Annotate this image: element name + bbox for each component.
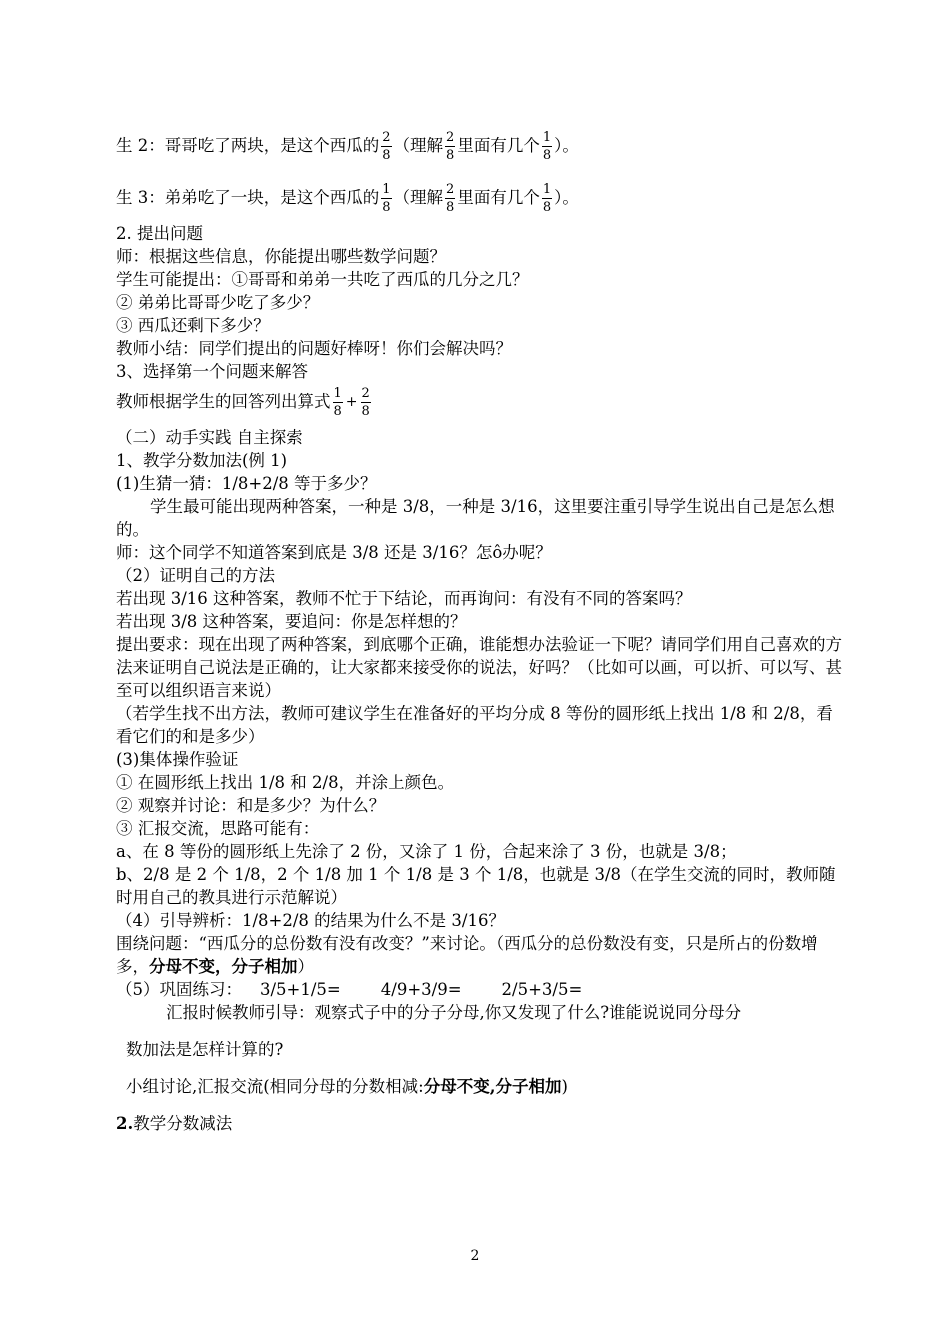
section-heading: (3)集体操作验证: [116, 750, 239, 769]
fraction-1-8: $\frac{1}{8}$: [542, 181, 552, 215]
emphasis-rule: 分母不变，分子相加: [149, 957, 298, 976]
line-student2: 生 2：哥哥吃了两块，是这个西瓜的 $\frac{2}{8}$ （理解 $\frac{2}{8}$ 里面有几个 $\frac{1}{8}$ ）。: [116, 129, 579, 163]
section-heading: 2. 提出问题: [116, 224, 203, 243]
fraction-2-8: $\frac{2}{8}$: [361, 385, 370, 419]
fraction-1-8: $\frac{1}{8}$: [382, 181, 391, 215]
paragraph: 师：这个同学不知道答案到底是 3/8 还是 3/16？怎ô办呢？: [116, 543, 552, 562]
paragraph: 围绕问题：“西瓜分的总份数有没有改变？”来讨论。（西瓜分的总份数没有变，只是所占的份数增多，分母不变，分子相加）: [116, 934, 818, 976]
section-heading: （4）引导辨析：1/8+2/8 的结果为什么不是 3/16？: [116, 911, 505, 930]
list-item: ③ 汇报交流，思路可能有：: [116, 819, 320, 838]
fraction-1-8: $\frac{1}{8}$: [542, 129, 552, 163]
paragraph: 若出现 3/8 这种答案，要追问：你是怎样想的？: [116, 612, 467, 631]
fraction-2-8: $\frac{2}{8}$: [446, 181, 455, 215]
emphasis-rule: 分母不变,分子相加: [423, 1077, 562, 1096]
fraction-1-8: $\frac{1}{8}$: [333, 385, 342, 419]
fraction-2-8: $\frac{2}{8}$: [382, 129, 391, 163]
line-student3: 生 3：弟弟吃了一块，是这个西瓜的 $\frac{1}{8}$ （理解 $\frac{2}{8}$ 里面有几个 $\frac{1}{8}$ ）。: [116, 181, 579, 215]
list-item: ② 弟弟比哥哥少吃了多少？: [116, 293, 320, 312]
plus-sign: +: [345, 394, 358, 410]
fraction-2-8: $\frac{2}{8}$: [446, 129, 455, 163]
section-heading: 2.教学分数减法: [116, 1114, 233, 1133]
list-item: ③ 西瓜还剩下多少？: [116, 316, 270, 335]
exercise-line: （5）巩固练习： 3/5+1/5= 4/9+3/9= 2/5+3/5=: [116, 980, 583, 999]
paragraph: 师：根据这些信息，你能提出哪些数学问题？: [116, 247, 446, 266]
section-heading: 1、教学分数加法(例 1): [116, 451, 288, 470]
line-formula: 教师根据学生的回答列出算式 $\frac{1}{8}$ + $\frac{2}{8}$: [116, 383, 846, 421]
paragraph: 汇报时候教师引导：观察式子中的分子分母,你又发现了什么?谁能说说同分母分: [166, 1003, 742, 1022]
list-item: ① 在圆形纸上找出 1/8 和 2/8，并涂上颜色。: [116, 773, 455, 792]
paragraph: 提出要求：现在出现了两种答案，到底哪个正确，谁能想办法验证一下呢？请同学们用自己喜欢的方法来证明自己说法是正确的，让大家都来接受你的说法，好吗？（比如可以画，可以折、可以写、甚至可以组织语言来说）: [116, 635, 842, 700]
paragraph: （若学生找不出方法，教师可建议学生在准备好的平均分成 8 等份的圆形纸上找出 1/8 和 2/8，看看它们的和是多少）: [116, 704, 833, 746]
section-heading: 3、选择第一个问题来解答: [116, 362, 308, 381]
paragraph: (1)生猜一猜：1/8+2/8 等于多少？: [116, 474, 377, 493]
paragraph: 若出现 3/16 这种答案，教师不忙于下结论，而再询问：有没有不同的答案吗？: [116, 589, 692, 608]
list-item: a、在 8 等份的圆形纸上先涂了 2 份，又涂了 1 份，合起来涂了 3 份，也就是 3/8；: [116, 842, 737, 861]
list-item: ② 观察并讨论：和是多少？为什么？: [116, 796, 386, 815]
section-heading: （2）证明自己的方法: [116, 566, 275, 585]
paragraph: 学生可能提出：①哥哥和弟弟一共吃了西瓜的几分之几？: [116, 270, 529, 289]
page-number: 2: [470, 1248, 480, 1264]
paragraph: 学生最可能出现两种答案，一种是 3/8，一种是 3/16，这里要注重引导学生说出自己是怎么想的。: [116, 497, 835, 539]
paragraph: 小组讨论,汇报交流(相同分母的分数相减:分母不变,分子相加): [126, 1077, 568, 1096]
list-item: b、2/8 是 2 个 1/8，2 个 1/8 加 1 个 1/8 是 3 个 1/8，也就是 3/8（在学生交流的同时，教师随时用自己的教具进行示范解说）: [116, 865, 836, 907]
section-heading: （二）动手实践 自主探索: [116, 428, 303, 447]
paragraph: 教师小结：同学们提出的问题好棒呀！你们会解决吗？: [116, 339, 512, 358]
document-body: [116, 128, 846, 1135]
paragraph: 数加法是怎样计算的?: [126, 1040, 284, 1059]
